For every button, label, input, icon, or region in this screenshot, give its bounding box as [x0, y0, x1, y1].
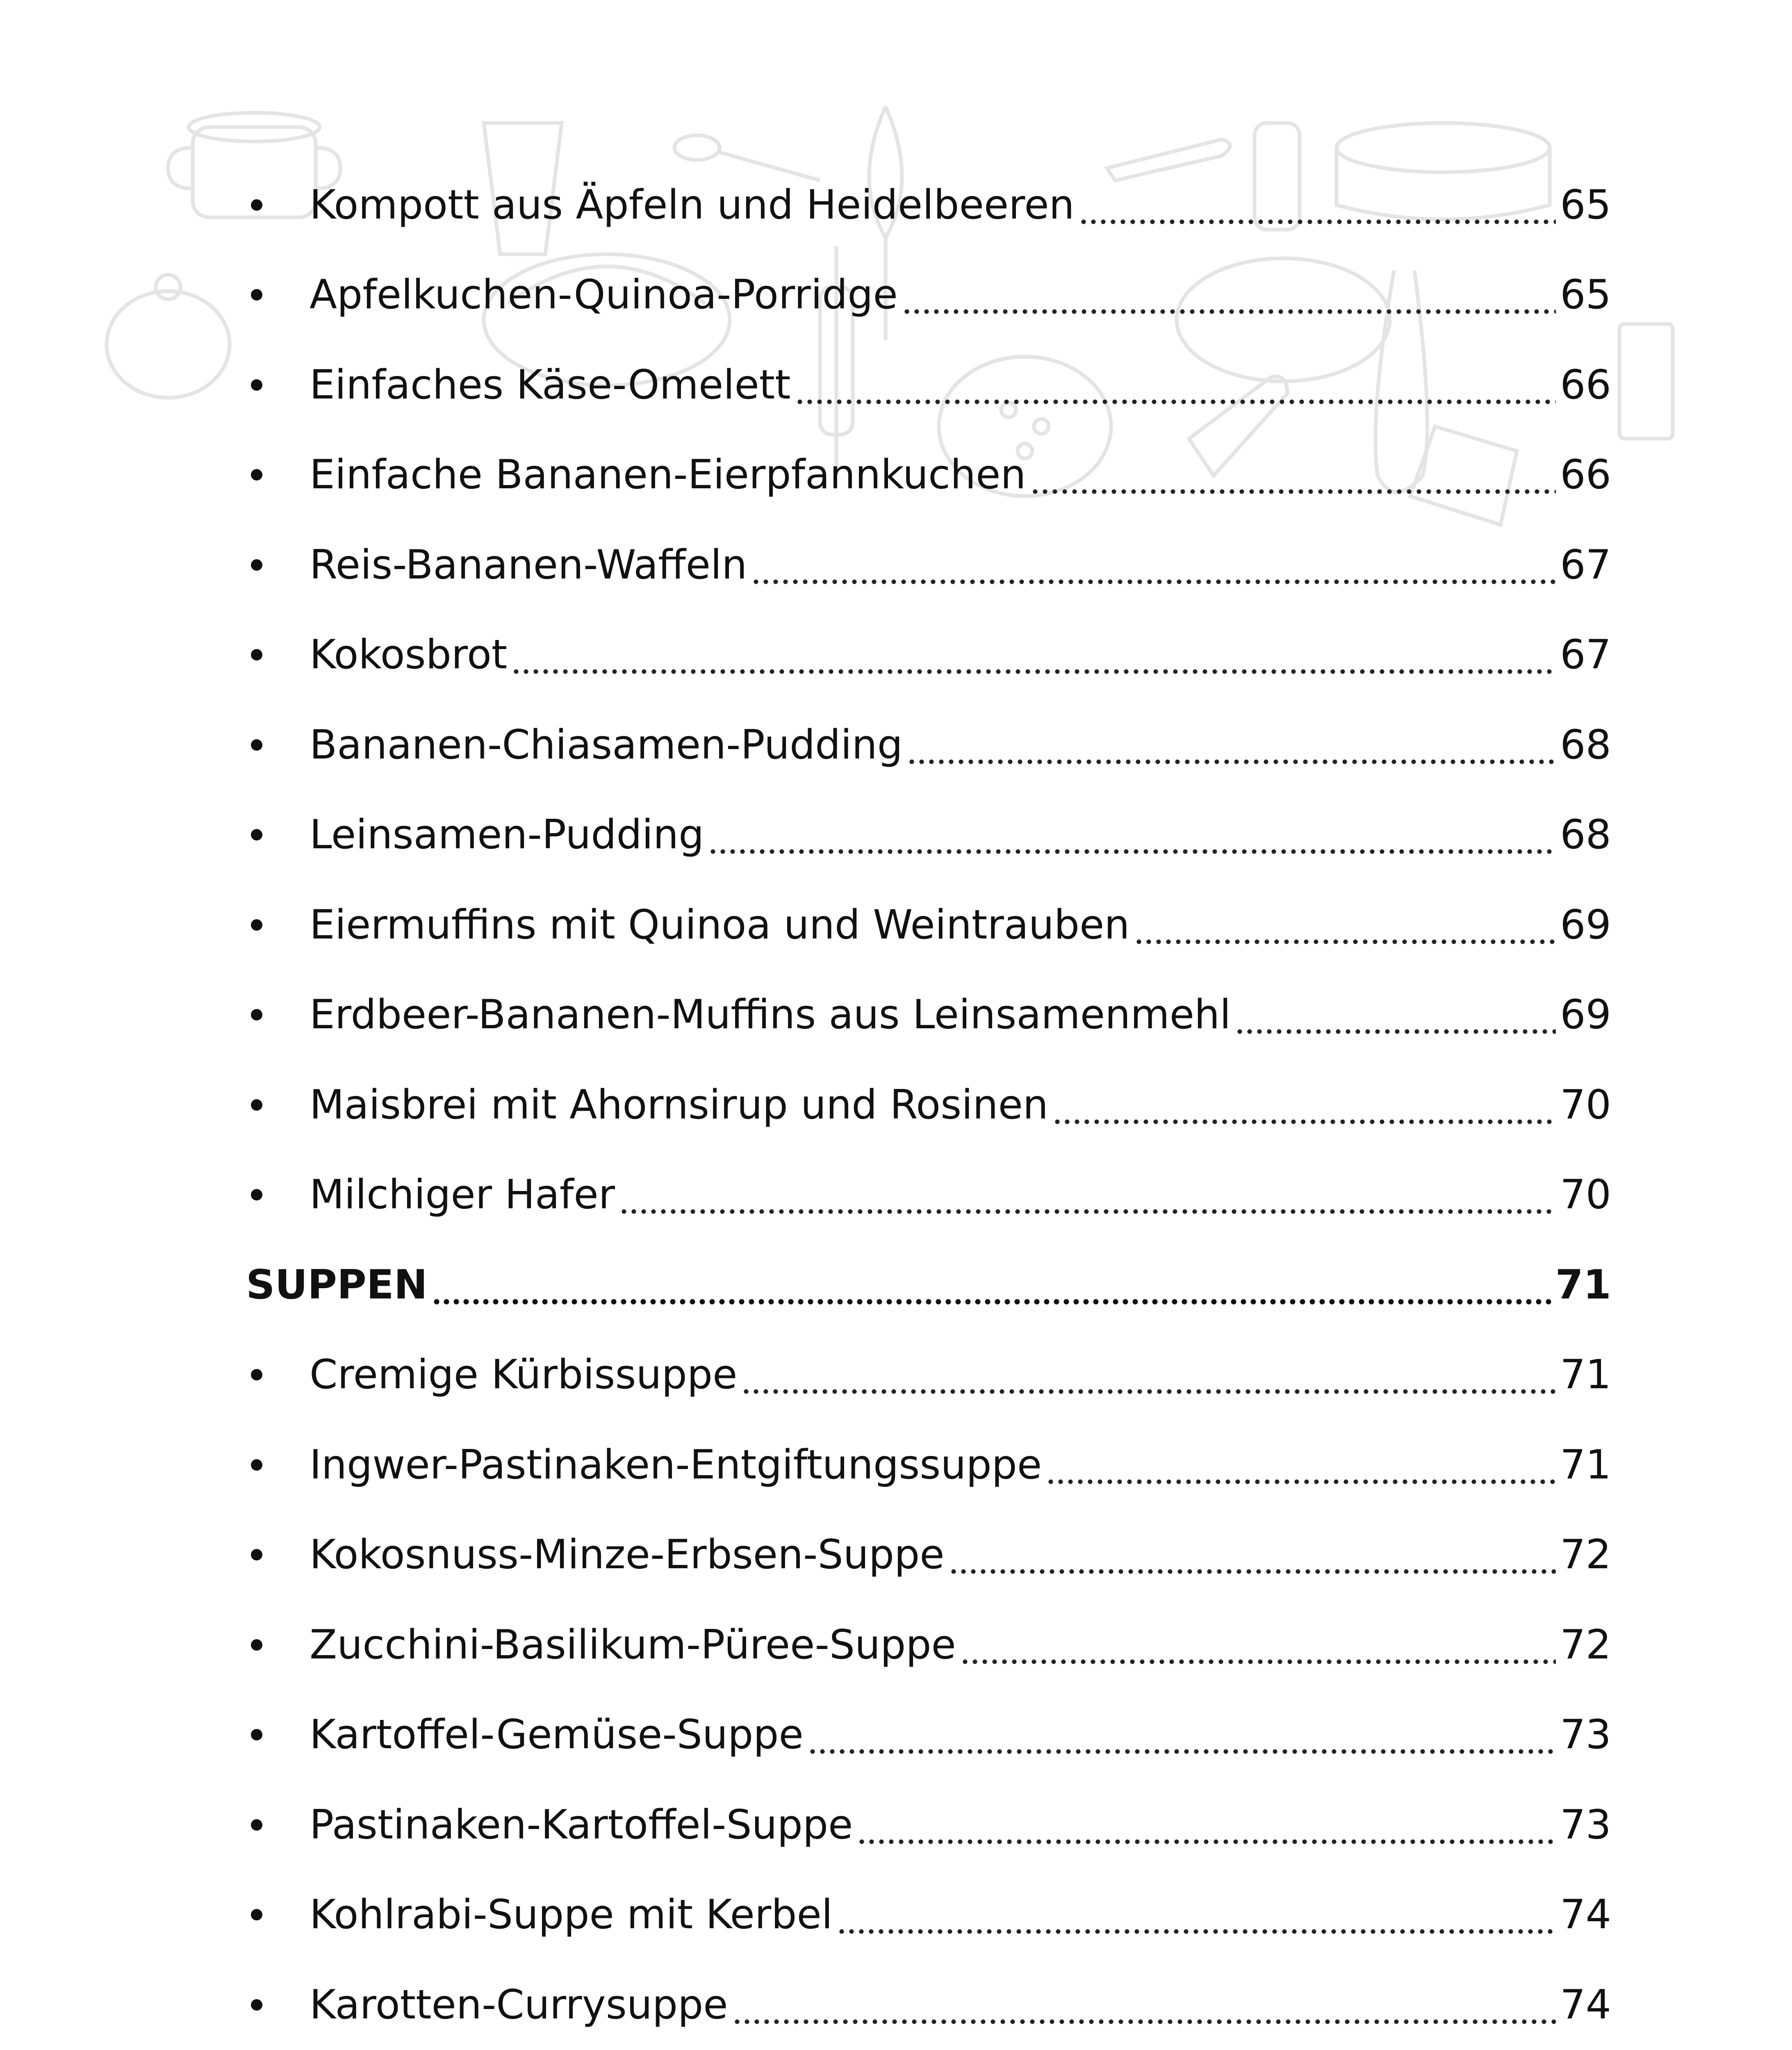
toc-entry-title: Einfaches Käse-Omelett [310, 361, 791, 408]
toc-entry-title: Maisbrei mit Ahornsirup und Rosinen [310, 1081, 1049, 1128]
bullet-icon [246, 1369, 310, 1380]
toc-entry-title: Kokosbrot [310, 631, 508, 679]
bullet-icon [246, 919, 310, 931]
bullet-icon [246, 1009, 310, 1020]
toc-entry[interactable] [246, 790, 1611, 880]
toc-entry-title: Reis-Bananen-Waffeln [310, 541, 747, 588]
toc-entry-page-number: 68 [1560, 811, 1611, 859]
toc-entry[interactable] [246, 520, 1611, 610]
bullet-icon [246, 1909, 310, 1920]
toc-entry[interactable] [246, 1420, 1611, 1510]
bullet-icon [246, 469, 310, 481]
bullet-icon [246, 649, 310, 661]
bullet-icon [246, 1999, 310, 2011]
dot-leader [960, 1625, 1556, 1665]
dot-leader [902, 275, 1556, 315]
toc-entry-page-number: 65 [1560, 181, 1611, 228]
toc-entry-title: Leinsamen-Pudding [310, 811, 704, 859]
toc-entry-page-number: 71 [1555, 1261, 1611, 1308]
toc-entry[interactable] [246, 430, 1611, 520]
toc-entry-page-number: 71 [1560, 1351, 1611, 1399]
dot-leader [619, 1175, 1556, 1215]
toc-entry-page-number: 68 [1560, 721, 1611, 768]
dot-leader [1079, 185, 1556, 225]
bullet-icon [246, 1459, 310, 1471]
bullet-icon [246, 1639, 310, 1651]
dot-leader [949, 1535, 1556, 1575]
toc-entry-title: Erdbeer-Bananen-Muffins aus Leinsamenmehl [310, 991, 1231, 1039]
toc-entry[interactable] [246, 880, 1611, 970]
toc-entry-page-number: 70 [1560, 1081, 1611, 1128]
toc-entry-title: Kohlrabi-Suppe mit Kerbel [310, 1891, 833, 1938]
toc-entry-title: Apfelkuchen-Quinoa-Porridge [310, 271, 898, 319]
toc-entry-title: Kokosnuss-Minze-Erbsen-Suppe [310, 1531, 945, 1578]
toc-entry[interactable] [246, 1870, 1611, 1960]
dot-leader [732, 1985, 1556, 2025]
table-of-contents [246, 160, 1611, 2050]
dot-leader [751, 545, 1556, 585]
toc-entry-title: Zucchini-Basilikum-Püree-Suppe [310, 1621, 956, 1668]
toc-entry-title: Kartoffel-Gemüse-Suppe [310, 1711, 804, 1758]
toc-entry-page-number: 66 [1560, 361, 1611, 408]
bullet-icon [246, 1549, 310, 1560]
toc-entry-title: Ingwer-Pastinaken-Entgiftungssuppe [310, 1441, 1042, 1488]
toc-entry-title: Bananen-Chiasamen-Pudding [310, 721, 903, 768]
bullet-icon [246, 559, 310, 571]
bullet-icon [246, 379, 310, 391]
toc-entry-page-number: 70 [1560, 1171, 1611, 1219]
toc-entry[interactable] [246, 1510, 1611, 1600]
dot-leader [837, 1895, 1556, 1935]
dot-leader [1235, 995, 1556, 1035]
bullet-icon [246, 829, 310, 840]
toc-entry-page-number: 74 [1560, 1891, 1611, 1938]
toc-entry[interactable] [246, 1060, 1611, 1150]
dot-leader [1052, 1085, 1556, 1125]
toc-entry[interactable] [246, 160, 1611, 250]
bullet-icon [246, 739, 310, 751]
dot-leader [1134, 905, 1556, 945]
toc-entry-page-number: 72 [1560, 1531, 1611, 1578]
toc-entry-page-number: 69 [1560, 991, 1611, 1039]
dot-leader [808, 1715, 1556, 1755]
toc-entry-title: Eiermuffins mit Quinoa und Weintrauben [310, 901, 1130, 948]
dot-leader [907, 725, 1556, 765]
bullet-icon [246, 1819, 310, 1831]
toc-entry-page-number: 72 [1560, 1621, 1611, 1668]
toc-entry-page-number: 73 [1560, 1711, 1611, 1758]
toc-entry-page-number: 66 [1560, 451, 1611, 499]
dot-leader [857, 1805, 1556, 1845]
toc-entry-page-number: 67 [1560, 631, 1611, 679]
toc-entry[interactable] [246, 1690, 1611, 1780]
bullet-icon [246, 1729, 310, 1740]
toc-entry-title: Einfache Bananen-Eierpfannkuchen [310, 451, 1026, 499]
dot-leader [432, 1265, 1551, 1305]
toc-entry-page-number: 69 [1560, 901, 1611, 948]
dot-leader [741, 1355, 1556, 1395]
toc-entry-page-number: 67 [1560, 541, 1611, 588]
toc-entry-title: Karotten-Currysuppe [310, 1981, 728, 2028]
toc-entry[interactable] [246, 700, 1611, 790]
toc-entry-title: Milchiger Hafer [310, 1171, 615, 1219]
dot-leader [511, 635, 1556, 675]
toc-entry[interactable] [246, 1600, 1611, 1690]
toc-entry-title: Pastinaken-Kartoffel-Suppe [310, 1801, 853, 1848]
dot-leader [708, 815, 1556, 855]
toc-entry-title: Cremige Kürbissuppe [310, 1351, 738, 1399]
toc-entry[interactable] [246, 610, 1611, 700]
toc-entry-page-number: 74 [1560, 1981, 1611, 2028]
toc-entry[interactable] [246, 1330, 1611, 1420]
toc-entry[interactable] [246, 970, 1611, 1060]
toc-entry[interactable] [246, 1150, 1611, 1240]
toc-section-heading[interactable] [246, 1240, 1611, 1330]
bullet-icon [246, 1099, 310, 1111]
bullet-icon [246, 1189, 310, 1200]
dot-leader [1030, 455, 1556, 495]
toc-entry-page-number: 65 [1560, 271, 1611, 319]
dot-leader [795, 365, 1556, 405]
toc-entry[interactable] [246, 340, 1611, 430]
toc-entry[interactable] [246, 250, 1611, 340]
toc-entry[interactable] [246, 1780, 1611, 1870]
bullet-icon [246, 289, 310, 301]
dot-leader [1046, 1445, 1556, 1485]
toc-entry-title: Kompott aus Äpfeln und Heidelbeeren [310, 181, 1075, 228]
toc-entry[interactable] [246, 1960, 1611, 2050]
toc-entry-title: SUPPEN [246, 1261, 428, 1308]
bullet-icon [246, 199, 310, 211]
toc-entry-page-number: 73 [1560, 1801, 1611, 1848]
toc-entry-page-number: 71 [1560, 1441, 1611, 1488]
